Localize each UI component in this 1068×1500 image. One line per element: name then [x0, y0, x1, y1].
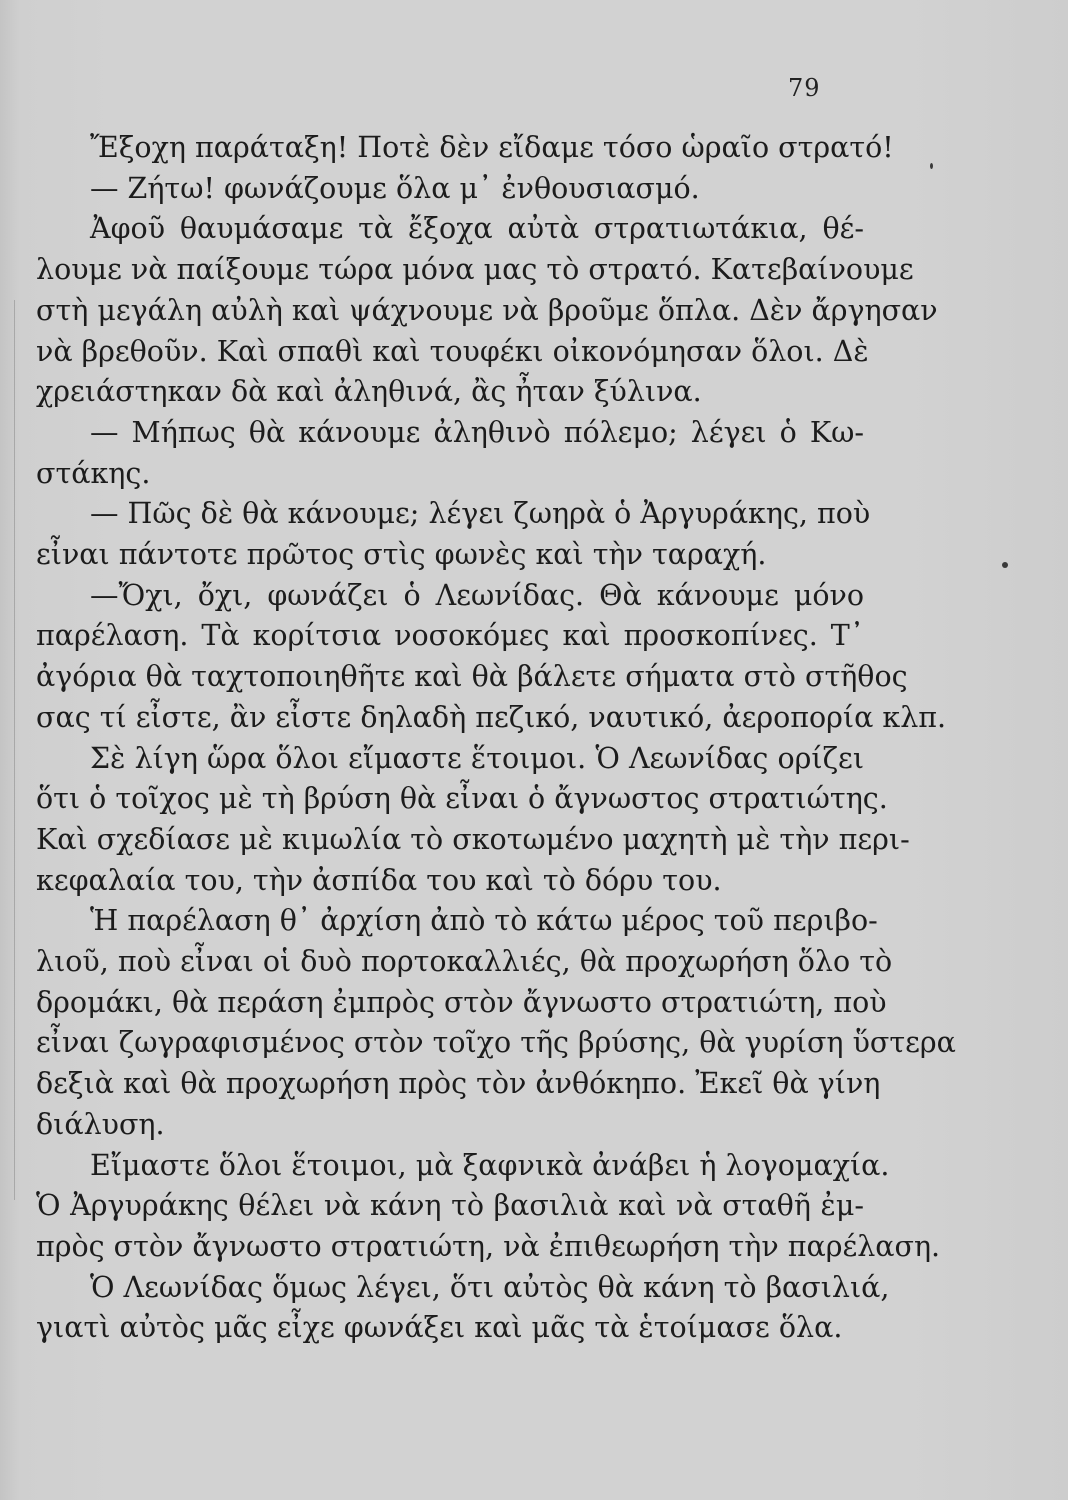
text-line: Ὁ Λεωνίδας ὅμως λέγει, ὅτι αὐτὸς θὰ κάνη τὸ βασιλιά, [90, 1270, 890, 1304]
text-line: εἶναι πάντοτε πρῶτος στὶς φωνὲς καὶ τὴν ταραχή. [36, 538, 767, 571]
text-line: πρὸς στὸν ἄγνωστο στρατιώτη, νὰ ἐπιθεωρήση τὴν παρέλαση. [36, 1229, 941, 1263]
text-line: παρέλαση. Τὰ κορίτσια νοσοκόμες καὶ προσκοπίνες. Τ᾿ [36, 619, 864, 653]
text-line: λιοῦ, ποὺ εἶναι οἱ δυὸ πορτοκαλλιές, θὰ προχωρήση ὅλο τὸ [36, 945, 893, 978]
text-line: — Ζήτω! φωνάζουμε ὅλα μ᾿ ἐνθουσιασμό. [90, 171, 700, 205]
page-edge-shadow [14, 300, 15, 1200]
text-line: Εἴμαστε ὅλοι ἕτοιμοι, μὰ ξαφνικὰ ἀνάβει ἡ λογομαχία. [90, 1148, 890, 1182]
text-line: ὅτι ὁ τοῖχος μὲ τὴ βρύση θὰ εἶναι ὁ ἄγνωστος στρατιώτης. [36, 782, 888, 816]
text-line: στὴ μεγάλη αὐλὴ καὶ ψάχνουμε νὰ βροῦμε ὅπλα. Δὲν ἄργησαν [36, 293, 938, 327]
text-line: δεξιὰ καὶ θὰ προχωρήση πρὸς τὸν ἀνθόκηπο. Ἐκεῖ θὰ γίνη [36, 1067, 881, 1101]
text-line: στάκης. [36, 456, 151, 490]
text-line: ἀγόρια θὰ ταχτοποιηθῆτε καὶ θὰ βάλετε σήματα στὸ στῆθος [36, 660, 908, 694]
text-line: δρομάκι, θὰ περάση ἐμπρὸς στὸν ἄγνωστο στρατιώτη, ποὺ [36, 985, 887, 1019]
text-line: νὰ βρεθοῦν. Καὶ σπαθὶ καὶ τουφέκι οἰκονόμησαν ὅλοι. Δὲ [36, 334, 869, 368]
text-line: Ἀφοῦ θαυμάσαμε τὰ ἔξοχα αὐτὰ στρατιωτάκια, θέ- [90, 212, 864, 246]
text-line: Καὶ σχεδίασε μὲ κιμωλία τὸ σκοτωμένο μαχητὴ μὲ τὴν περι- [36, 822, 910, 856]
text-line: εἶναι ζωγραφισμένος στὸν τοῖχο τῆς βρύσης, θὰ γυρίση ὕστερα [36, 1026, 956, 1060]
bleed-through-shadow [300, 452, 313, 498]
print-speck [1002, 562, 1008, 568]
text-line: κεφαλαία του, τὴν ἀσπίδα του καὶ τὸ δόρυ του. [36, 863, 722, 897]
text-line: γιατὶ αὐτὸς μᾶς εἶχε φωνάξει καὶ μᾶς τὰ ἑτοίμασε ὅλα. [36, 1311, 843, 1345]
text-line: — Μήπως θὰ κάνουμε ἀληθινὸ πόλεμο; λέγει ὁ Κω- [90, 415, 864, 449]
text-line: Ὁ Ἀργυράκης θέλει νὰ κάνη τὸ βασιλιὰ καὶ νὰ σταθῆ ἐμ- [36, 1189, 864, 1223]
text-line: Ἔξοχη παράταξη! Ποτὲ δὲν εἴδαμε τόσο ὡραῖο στρατό! [90, 131, 894, 164]
text-line: Σὲ λίγη ὥρα ὅλοι εἴμαστε ἕτοιμοι. Ὁ Λεωνίδας ορίζει [90, 741, 864, 775]
text-line: σας τί εἶστε, ἂν εἶστε δηλαδὴ πεζικό, ναυτικό, ἀεροπορία κλπ. [36, 700, 947, 734]
text-line: —Ὄχι, ὄχι, φωνάζει ὁ Λεωνίδας. Θὰ κάνουμε μόνο [90, 578, 864, 612]
page-number: 79 [788, 74, 821, 102]
text-line: χρειάστηκαν δὰ καὶ ἀληθινά, ἂς ἦταν ξύλινα. [36, 375, 702, 409]
text-line: — Πῶς δὲ θὰ κάνουμε; λέγει ζωηρὰ ὁ Ἀργυράκης, ποὺ [90, 497, 871, 531]
text-line: λουμε νὰ παίξουμε τώρα μόνα μας τὸ στρατό. Κατεβαίνουμε [36, 253, 914, 287]
text-line: διάλυση. [36, 1107, 165, 1141]
print-speck [930, 163, 933, 169]
text-line: Ἡ παρέλαση θ᾿ ἀρχίση ἀπὸ τὸ κάτω μέρος τοῦ περιβο- [90, 904, 878, 938]
